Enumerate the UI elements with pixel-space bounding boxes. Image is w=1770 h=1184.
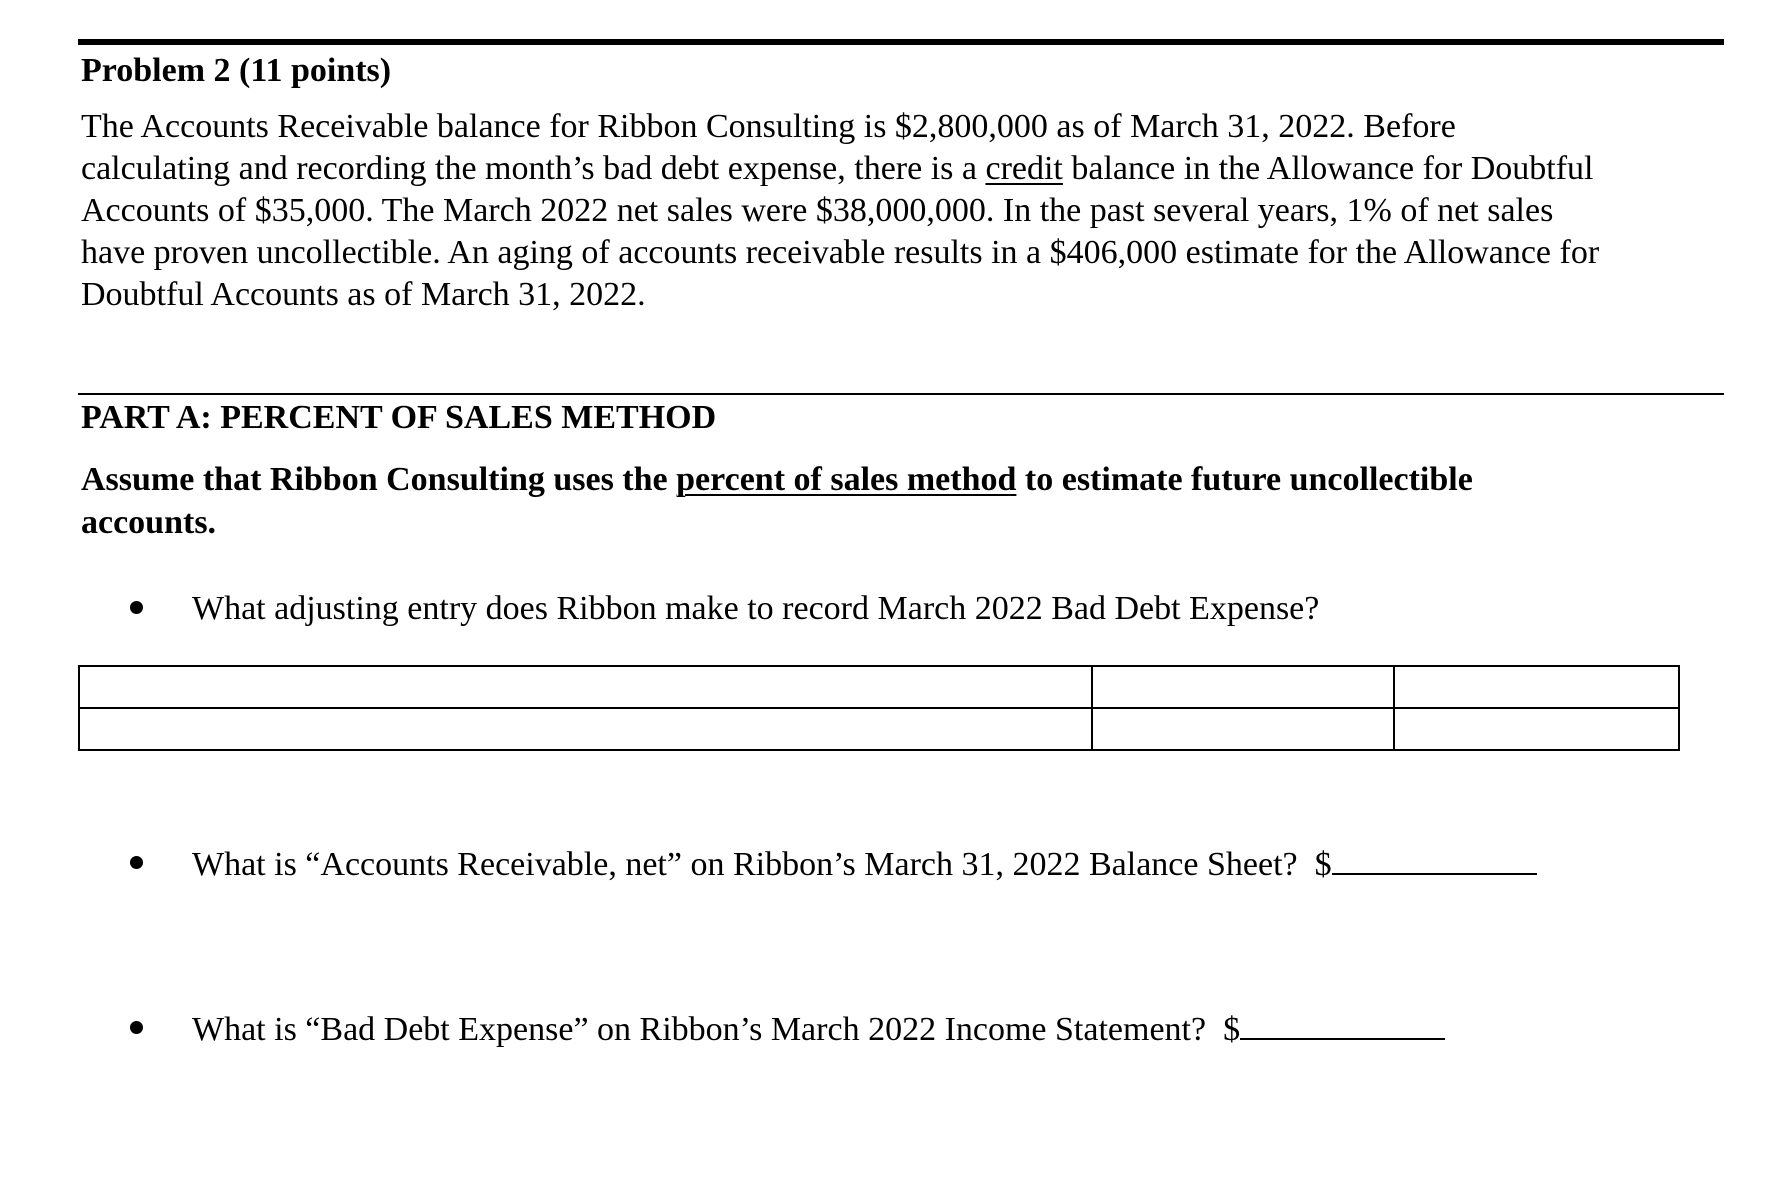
top-rule (78, 39, 1724, 45)
credit-cell[interactable] (1394, 666, 1679, 708)
table-row (79, 666, 1679, 708)
question-text: What is “Accounts Receivable, net” on Ribbon’s March 31, 2022 Balance Sheet? (192, 846, 1298, 883)
section-rule (78, 393, 1724, 395)
answer-blank[interactable] (1240, 1008, 1445, 1040)
problem-text (81, 106, 1741, 316)
debit-cell[interactable] (1092, 666, 1394, 708)
credit-underlined: credit (985, 150, 1063, 187)
debit-cell[interactable] (1092, 708, 1394, 750)
bullet-icon (130, 1021, 143, 1034)
bullet-icon (130, 856, 143, 869)
part-a-title: PART A: PERCENT OF SALES METHOD (81, 399, 717, 436)
dollar-sign: $ (1223, 1011, 1241, 1048)
problem-text-line: have proven uncollectible. An aging of accounts receivable results in a $406,000 estimate for the Allowance for (81, 234, 1600, 271)
table-row (79, 708, 1679, 750)
problem-text-line: calculating and recording the month’s bad debt expense, there is a credit balance in the Allowance for Doubtful (81, 150, 1594, 187)
question-text: What is “Bad Debt Expense” on Ribbon’s March 2022 Income Statement? (192, 1011, 1207, 1048)
problem-title: Problem 2 (11 points) (81, 52, 392, 89)
part-a-description: Assume that Ribbon Consulting uses the percent of sales method to estimate future uncollectible accounts. (81, 461, 1473, 541)
bullet-icon (130, 601, 143, 614)
question-text: What adjusting entry does Ribbon make to record March 2022 Bad Debt Expense? (192, 590, 1320, 627)
account-cell[interactable] (79, 666, 1092, 708)
journal-entry-table (78, 665, 1680, 751)
problem-text-line: Doubtful Accounts as of March 31, 2022. (81, 276, 646, 313)
problem-text-line: The Accounts Receivable balance for Ribbon Consulting is $2,800,000 as of March 31, 2022. Before (81, 108, 1456, 145)
problem-text-line: Accounts of $35,000. The March 2022 net sales were $38,000,000. In the past several years, 1% of net sales (81, 192, 1554, 229)
dollar-sign: $ (1314, 846, 1332, 883)
answer-blank[interactable] (1332, 843, 1537, 875)
method-underlined: percent of sales method (676, 461, 1017, 498)
credit-cell[interactable] (1394, 708, 1679, 750)
account-cell[interactable] (79, 708, 1092, 750)
